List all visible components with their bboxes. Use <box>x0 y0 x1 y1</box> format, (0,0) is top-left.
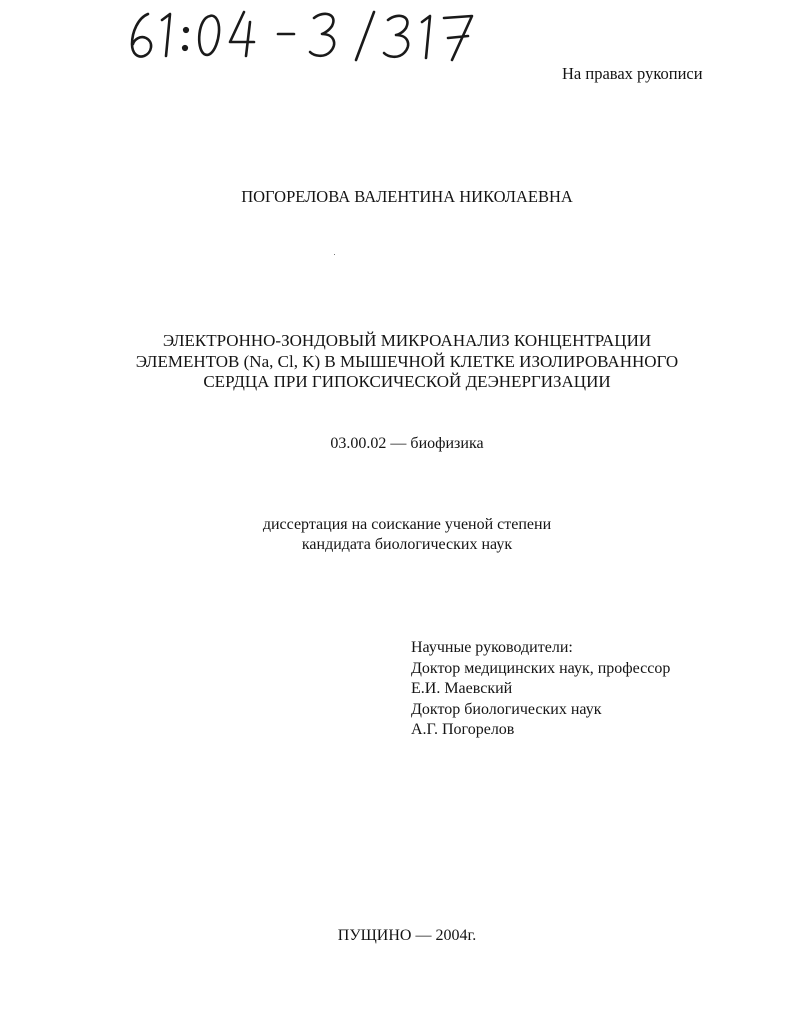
supervisors-heading: Научные руководители: <box>411 639 573 656</box>
rights-notice: На правах рукописи <box>562 64 703 83</box>
degree-statement <box>0 515 792 555</box>
thesis-title-line: ЭЛЕКТРОННО-ЗОНДОВЫЙ МИКРОАНАЛИЗ КОНЦЕНТРАЦИИ <box>162 331 652 350</box>
supervisor-line: Е.И. Маевский <box>411 680 513 697</box>
degree-line: кандидата биологических наук <box>301 536 513 553</box>
thesis-title <box>0 331 792 393</box>
handwritten-archive-code <box>126 4 486 68</box>
place-year: ПУЩИНО — 2004г. <box>337 927 477 944</box>
author-name: ПОГОРЕЛОВА ВАЛЕНТИНА НИКОЛАЕВНА <box>241 187 573 206</box>
supervisor-line: Доктор медицинских наук, профессор <box>411 659 671 677</box>
supervisor-line: А.Г. Погорелов <box>411 721 515 738</box>
supervisors-block <box>411 638 670 741</box>
supervisor-line: Доктор биологических наук <box>411 700 602 718</box>
scan-speck <box>334 254 335 255</box>
specialty-code: 03.00.02 — биофизика <box>330 435 484 452</box>
degree-line: диссертация на соискание ученой степени <box>262 516 552 533</box>
thesis-title-line: СЕРДЦА ПРИ ГИПОКСИЧЕСКОЙ ДЕЭНЕРГИЗАЦИИ <box>203 372 611 391</box>
thesis-title-line: ЭЛЕМЕНТОВ (Na, Cl, K) В МЫШЕЧНОЙ КЛЕТКЕ ИЗОЛИРОВАННОГО <box>135 351 679 371</box>
